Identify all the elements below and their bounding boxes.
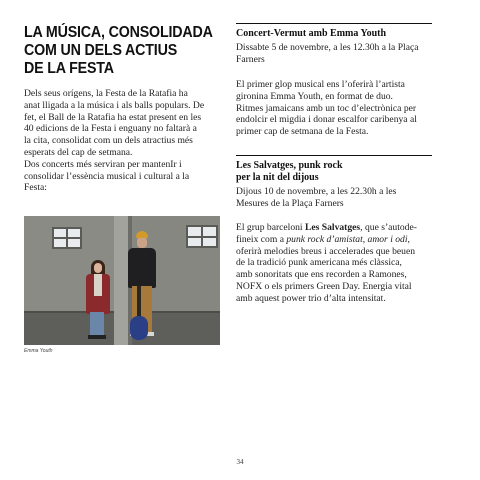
- guitar-body: [130, 316, 148, 340]
- event-body-line: primer cap de setmana de la Festa.: [236, 126, 369, 138]
- event-body-line: oferirà melodies breus i accelerades que beuen: [236, 245, 415, 257]
- intro-line: esperats del cap de setmana.: [24, 146, 133, 158]
- intro-line: Dos concerts més serviran per mantenIr i: [24, 158, 182, 170]
- event-info-line: Dissabte 5 de novembre, a les 12.30h a la Plaça: [236, 42, 419, 53]
- photo-window-right: [186, 225, 218, 248]
- woman-face: [94, 263, 102, 273]
- section-divider: [236, 155, 432, 156]
- event-2-info: [236, 186, 432, 210]
- article-headline: [24, 24, 213, 78]
- page-number: 34: [236, 458, 244, 466]
- intro-line: consolidar l’essència musical i cultural a la: [24, 170, 190, 182]
- intro-line: fet, el Ball de la Ratafia ha estat present en les: [24, 111, 202, 123]
- headline-line: LA MÚSICA, CONSOLIDADA: [24, 24, 213, 41]
- man-sweater: [128, 248, 156, 288]
- event-body-line: endolcir el migdia i donar escalfor caribenya al: [236, 114, 417, 126]
- event-body-line: fineix com a punk rock d’amistat, amor i odi,: [236, 233, 410, 245]
- woman-top: [94, 274, 102, 296]
- man-beanie: [136, 231, 148, 238]
- event-1-body: [236, 79, 432, 138]
- event-body-line: El primer glop musical ens l’oferirà l’artista: [236, 79, 405, 90]
- event-1-info: [236, 42, 432, 66]
- woman-jeans: [90, 312, 104, 336]
- photo-caption: Emma Youth: [24, 348, 53, 354]
- intro-line: Festa:: [24, 182, 47, 194]
- event-info-line: Dijous 10 de novembre, a les 22.30h a les: [236, 186, 397, 197]
- intro-paragraph: [24, 88, 222, 194]
- event-title-line: per la nit del dijous: [236, 171, 319, 183]
- headline-line: DE LA FESTA: [24, 60, 114, 77]
- band-photo: [24, 216, 220, 345]
- intro-line: anat lligada a la música i als balls populars. De: [24, 99, 205, 111]
- event-body-line: El grup barceloni Les Salvatges, que s’autode-: [236, 222, 417, 233]
- event-title-line: Concert-Vermut amb Emma Youth: [236, 28, 387, 39]
- intro-line: la cita, consolidat com un dels atractius més: [24, 135, 193, 147]
- event-2-title: [236, 160, 432, 183]
- headline-line: COM UN DELS ACTIUS: [24, 42, 178, 59]
- event-title-line: Les Salvatges, punk rock: [236, 160, 343, 171]
- section-divider: [236, 23, 432, 24]
- event-info-line: Mesures de la Plaça Farners: [236, 197, 344, 209]
- event-body-line: amb sonoritats que ens recorden a Ramones,: [236, 269, 407, 281]
- intro-line: Dels seus orígens, la Festa de la Ratafia ha: [24, 88, 188, 99]
- man-face: [137, 237, 147, 248]
- event-body-line: de la tradició punk americana més clàssica,: [236, 257, 402, 269]
- event-body-line: Ritmes jamaicans amb un toc d’electrònica per: [236, 102, 417, 114]
- event-body-line: gironina Emma Youth, en format de duo.: [236, 90, 393, 102]
- event-body-line: amb aquest power trio d’alta intensitat.: [236, 292, 386, 304]
- event-2-body: [236, 222, 432, 305]
- event-info-line: Farners: [236, 53, 265, 65]
- event-1-title: [236, 28, 432, 40]
- woman-shoes: [88, 335, 106, 339]
- event-body-line: NOFX o els primers Green Day. Energia vital: [236, 280, 412, 292]
- intro-line: 40 edicions de la Festa i enguany no faltarà a: [24, 123, 197, 135]
- photo-window-left: [52, 227, 82, 249]
- guitar-neck: [137, 286, 141, 318]
